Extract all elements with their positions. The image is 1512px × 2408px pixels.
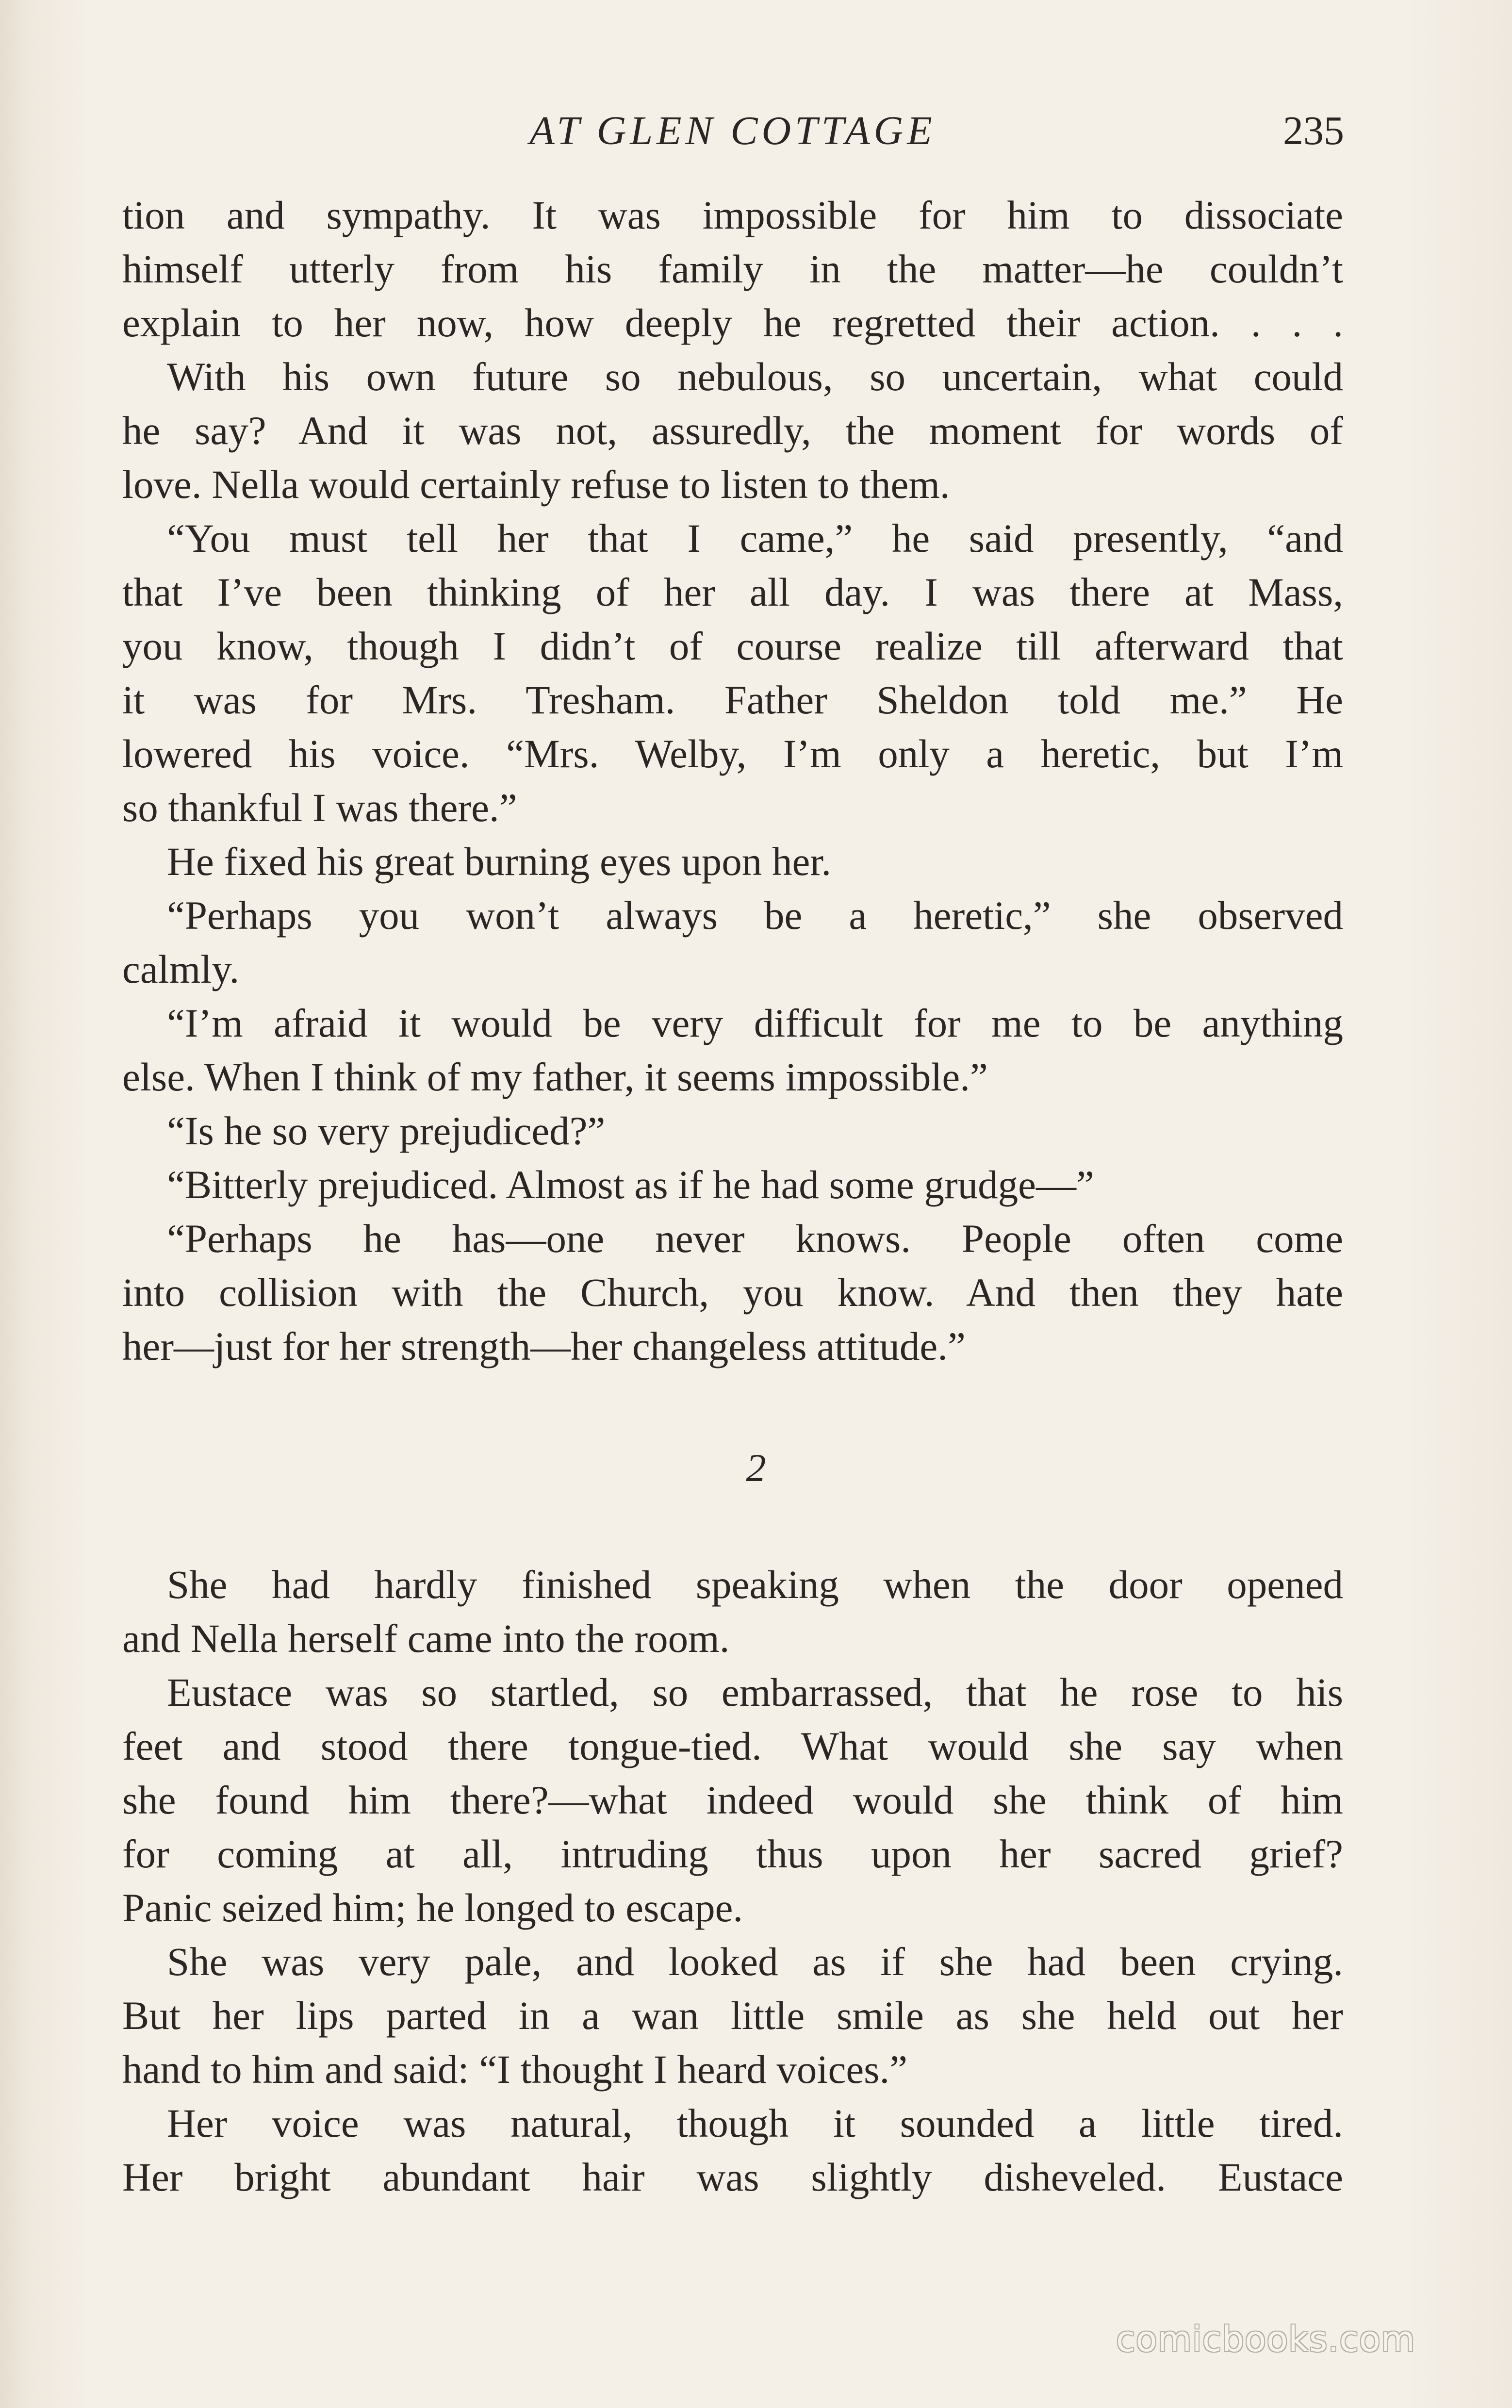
text-line: She had hardly finished speaking when the door opened [167,1562,1343,1607]
text-line: he say? And it was not, assuredly, the moment for words of [122,408,1343,453]
body-text-block-2 [122,1558,1343,2204]
text-line: “Bitterly prejudiced. Almost as if he had some grudge—” [167,1162,1094,1207]
text-line: and Nella herself came into the room. [122,1616,730,1661]
section-number: 2 [746,1446,766,1490]
text-line: “You must tell her that I came,” he said presently, “and [167,516,1343,561]
text-line: But her lips parted in a wan little smile as she held out her [122,1993,1343,2038]
text-line: love. Nella would certainly refuse to listen to them. [122,462,950,507]
text-line: Her voice was natural, though it sounded a little tired. [167,2101,1343,2145]
text-line: her—just for her strength—her changeless attitude.” [122,1324,966,1369]
text-line: hand to him and said: “I thought I heard voices.” [122,2047,908,2092]
text-line: tion and sympathy. It was impossible for him to dissociate [122,193,1343,237]
text-line: else. When I think of my father, it seems impossible.” [122,1055,988,1099]
running-title: AT GLEN COTTAGE [529,108,936,153]
text-line: you know, though I didn’t of course realize till afterward that [122,624,1343,668]
text-line: She was very pale, and looked as if she had been crying. [167,1939,1343,1984]
text-line: himself utterly from his family in the matter—he couldn’t [122,247,1343,291]
body-text-block-1 [122,188,1343,1373]
text-line: into collision with the Church, you know. And then they hate [122,1270,1343,1315]
text-line: “Perhaps he has—one never knows. People often come [167,1216,1343,1261]
text-line: “Perhaps you won’t always be a heretic,” she observed [167,893,1343,938]
text-line: explain to her now, how deeply he regretted their action. . . . [122,300,1343,345]
text-line: it was for Mrs. Tresham. Father Sheldon told me.” He [122,677,1343,722]
text-line: Her bright abundant hair was slightly disheveled. Eustace [122,2155,1343,2199]
text-line: feet and stood there tongue-tied. What would she say when [122,1724,1343,1768]
text-line: “I’m afraid it would be very difficult for me to be anything [167,1001,1343,1045]
text-line: calmly. [122,947,240,991]
text-line: she found him there?—what indeed would she think of him [122,1778,1343,1822]
text-line: for coming at all, intruding thus upon her sacred grief? [122,1831,1343,1876]
running-header [121,97,1344,165]
watermark: comicbooks.com [1116,2319,1416,2359]
text-line: He fixed his great burning eyes upon her. [167,839,832,884]
text-line: that I’ve been thinking of her all day. I was there at Mass, [122,570,1343,614]
page-number: 235 [1283,108,1344,153]
text-line: Eustace was so startled, so embarrassed, that he rose to his [167,1670,1343,1715]
text-line: “Is he so very prejudiced?” [167,1108,606,1153]
text-line: lowered his voice. “Mrs. Welby, I’m only a heretic, but I’m [122,731,1343,776]
text-line: Panic seized him; he longed to escape. [122,1885,743,1930]
text-line: With his own future so nebulous, so uncertain, what could [167,354,1343,399]
text-line: so thankful I was there.” [122,785,517,830]
